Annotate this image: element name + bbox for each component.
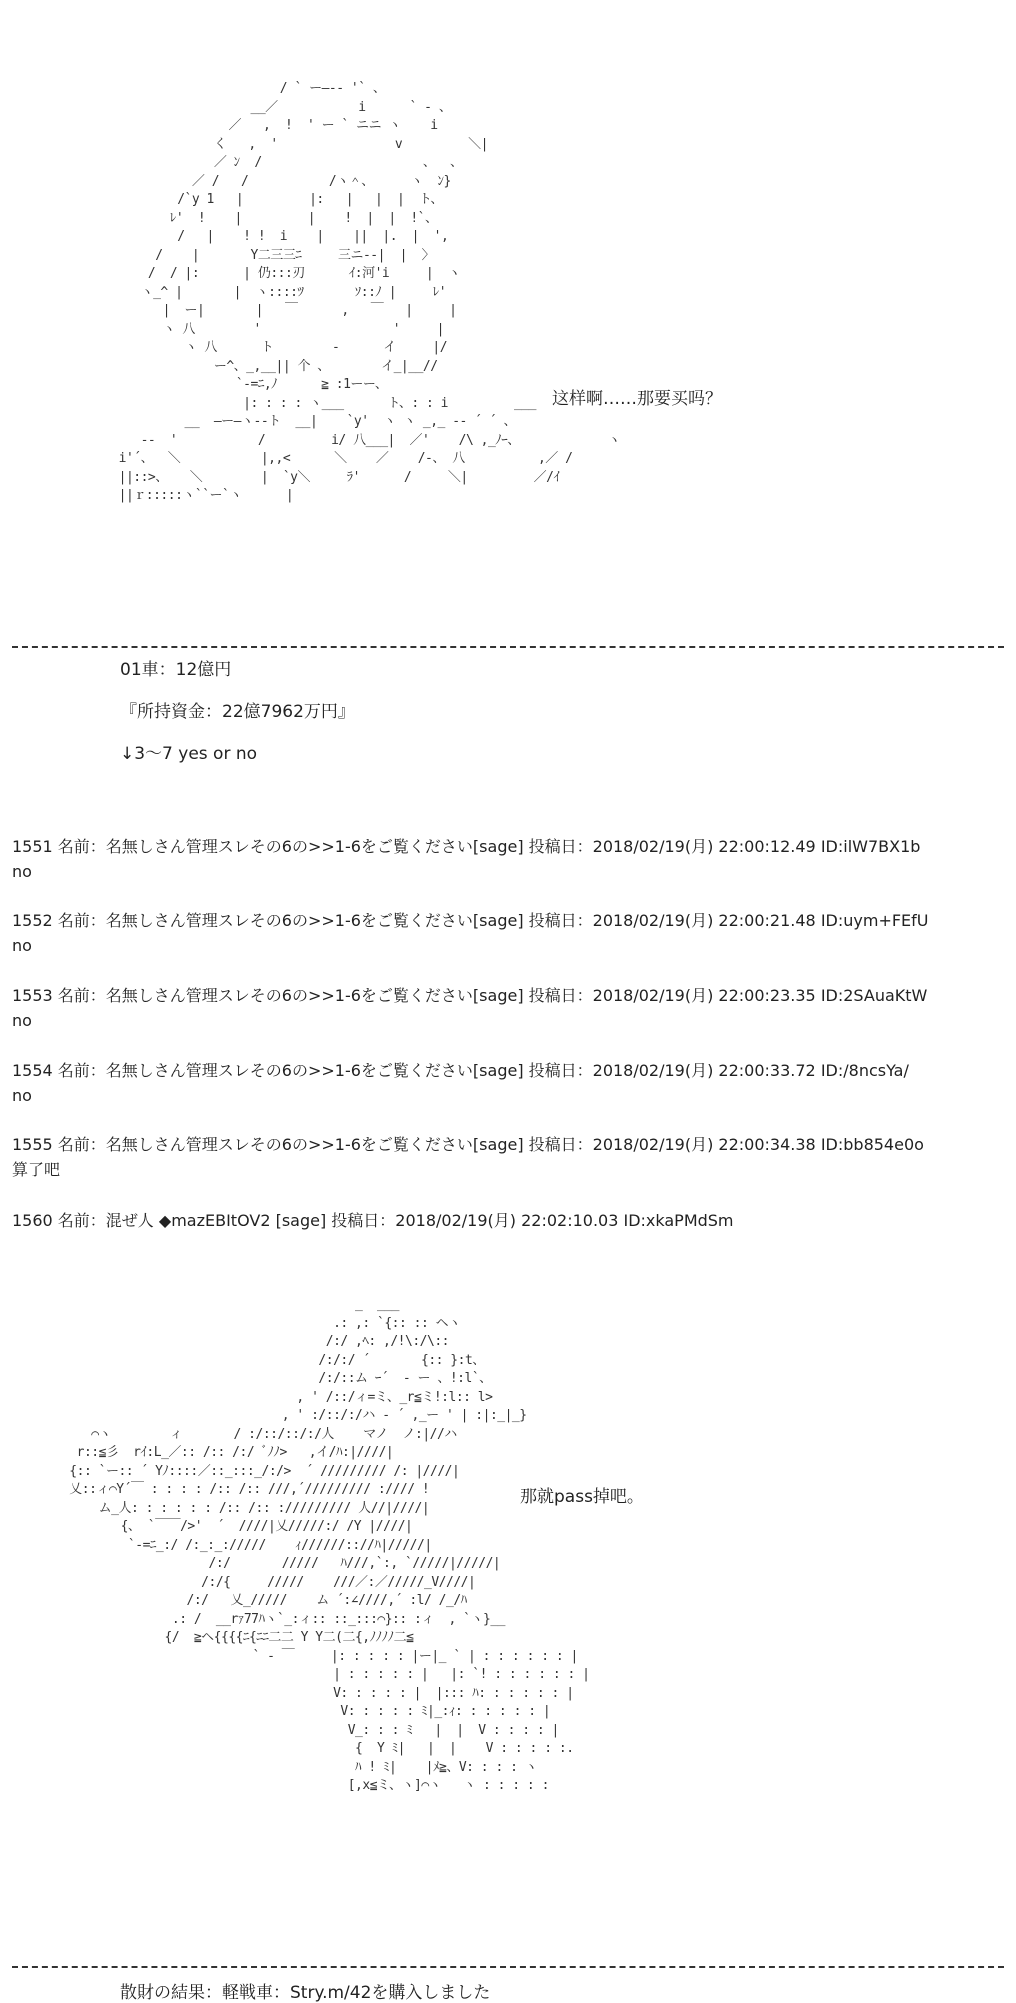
ascii-art-line: {/ ≧ヘ{{{{ﾆ{ﾆﾆ二二 Y Y二(二{,ﾉﾉﾉﾉ二≦ xyxy=(164,1630,414,1645)
ascii-art-line: i'´、 ＼ |,,< ＼ ／ /‐、 八 ,／ / xyxy=(118,451,573,466)
ascii-art-line: ー^、_,__|| 个 、 イ_|__// xyxy=(213,358,438,374)
ascii-art-line: `‐=ﾆ_:/ /:_:_:///// ｨ//////:://ﾊ|/////| xyxy=(127,1537,432,1553)
ascii-art-line: /:/ 乂_///// ム ´:∠////,´ :l/ /_/ﾊ xyxy=(186,1593,467,1608)
art2-caption: 那就pass掉吧。 xyxy=(520,1487,644,1507)
post-header: 1560 名前：混ぜ人 ◆mazEBItOV2 [sage] 投稿日：2018/02/19(月) 22:02:10.03 ID:xkaPMdSm xyxy=(12,1211,734,1230)
ascii-art-line: /`y 1 | |: | | | ト、 xyxy=(177,192,443,207)
ascii-art-line: __／ i ` ‐ 、 xyxy=(250,99,452,115)
vote-line: ↓3〜7 yes or no xyxy=(120,744,258,764)
divider-top xyxy=(12,646,1004,648)
post-body: no xyxy=(12,936,32,955)
post-body: no xyxy=(12,1086,32,1105)
ascii-art-line: | : : : : : | |: `! : : : : : : | xyxy=(333,1667,590,1682)
ascii-art-line: ヽ 八 ' ' | xyxy=(162,321,445,337)
ascii-art-line: { Y ﾐ| | | V : : : : :. xyxy=(355,1741,574,1756)
ascii-art-line: , ' /::/ィ=ミ、_r≦ミ!:l:: l> xyxy=(296,1389,493,1405)
ascii-art-line: ヽ 八 ト - イ |/ xyxy=(184,340,448,355)
ascii-art-character-top xyxy=(60,80,620,506)
ascii-art-line: 乂::ィ⌒Y´￣ : : : : /:: /:: ///,´///////// ://// ! xyxy=(69,1482,430,1497)
post-1554 xyxy=(12,1058,909,1108)
ascii-art-line: `-=ﾆ,ﾉ ≧ :1ーー、 xyxy=(235,377,388,392)
post-body: no xyxy=(12,1011,32,1030)
ascii-art-line: / | Y二三三ﾆ 三ニ-‐| | 〉 xyxy=(155,247,435,263)
ascii-art-line: / | ! ! i | || |. | ', xyxy=(177,229,449,244)
post-1560 xyxy=(12,1208,734,1233)
ascii-art-line: | ー| | ￣ , ￣ | | xyxy=(162,303,457,318)
post-1555 xyxy=(12,1132,924,1182)
ascii-art-line: ||::>、 ＼ | `y＼ ﾗ' / ＼| ／/ｲ xyxy=(118,469,560,485)
ascii-art-line: {、 `￣￣/>' ´ ////|乂/////:/ /Y |////| xyxy=(120,1519,413,1534)
ascii-art-line: .: ,: `{:: :: ヘヽ xyxy=(333,1315,461,1331)
post-header: 1553 名前：名無しさん管理スレその6の>>1-6をご覧ください[sage] 投稿日：2018/02/19(月) 22:00:23.35 ID:2SAuaKtW xyxy=(12,986,928,1005)
ascii-art-line: ⌒ヽ ィ / :/::/::/:/人 マノ ノ:|//ハ xyxy=(91,1426,457,1442)
post-header: 1555 名前：名無しさん管理スレその6の>>1-6をご覧ください[sage] 投稿日：2018/02/19(月) 22:00:34.38 ID:bb854e0o xyxy=(12,1135,924,1154)
ascii-art-line: / ` ー―-‐ '` 、 xyxy=(279,81,386,96)
post-body: no xyxy=(12,862,32,881)
divider-bottom xyxy=(12,1966,1004,1968)
ascii-art-line: ﾚ' ! | | ! | | !`、 xyxy=(169,210,438,226)
funds-line: 『所持資金：22億7962万円』 xyxy=(120,702,355,722)
ascii-art-line: .: / __rｧ77ﾊヽ`_:ィ:: ::_:::⌒}:: :ィ , `ヽ}__ xyxy=(171,1611,505,1627)
post-1551 xyxy=(12,834,920,884)
ascii-art-line: , ' :/::/:/ハ ‐ ´ ,_ー ' | :|:_|_} xyxy=(281,1408,527,1423)
ascii-art-line: ヽ_^ | | ヽ::::ﾂ ｿ::ﾉ | ﾚ' xyxy=(140,284,447,300)
ascii-art-line: __ ―ー―ヽ--ト __| `y' ヽ ヽ _,_ ‐- ´ ´ 、 xyxy=(184,414,516,429)
ascii-art-line: ／ / / /ヽ＾、 ヽ ﾝ} xyxy=(191,173,451,189)
ascii-art-line: /:/ ,ﾍ: ,/!\:/\:: xyxy=(325,1334,449,1349)
ascii-art-line: ム_人: : : : : : /:: /:: :///////// 人//|////| xyxy=(98,1500,430,1516)
post-header: 1554 名前：名無しさん管理スレその6の>>1-6をご覧ください[sage] 投稿日：2018/02/19(月) 22:00:33.72 ID:/8ncsYa/ xyxy=(12,1061,909,1080)
ascii-art-character-bottom xyxy=(40,1296,590,1796)
post-content-block xyxy=(120,658,355,784)
ascii-art-line: /:/::ム ｰ´ ‐ ー 、!:l`、 xyxy=(318,1371,492,1386)
ascii-art-line: / / |: | 仍:::刃 ｲ:河'i | ヽ xyxy=(147,266,461,281)
ascii-art-line: V: : : : : ﾐ|_:ｨ: : : : : : | xyxy=(340,1704,551,1719)
ascii-art-line: /:/ ///// ﾊ///,`:, `/////|/////| xyxy=(208,1556,501,1571)
ascii-art-line: -‐ ' / i/ 八___| ／' /\ ,_ﾉｰ、 ヽ xyxy=(140,432,621,448)
art1-caption: 这样啊……那要买吗？ xyxy=(552,389,722,409)
ascii-art-line: |: : : : ヽ___ ト、: : i ___ xyxy=(243,395,536,411)
ascii-art-line: く , ' v ＼| xyxy=(213,136,488,152)
post-header: 1551 名前：名無しさん管理スレその6の>>1-6をご覧ください[sage] 投稿日：2018/02/19(月) 22:00:12.49 ID:ilW7BX1b xyxy=(12,837,921,856)
ascii-art-line: ` ‐ ￣ |: : : : : |ー|_ ` | : : : : : : | xyxy=(252,1648,578,1664)
purchase-result-line: 散財の結果：軽戦車：Stry.m/42を購入しました xyxy=(120,1983,491,2003)
ascii-art-line: [,x≦ミ、ヽ]⌒ヽ ヽ : : : : : xyxy=(40,1778,549,1793)
ascii-art-line: ﾊ ! ﾐ| |ﾒ≧、V: : : : ヽ xyxy=(355,1759,538,1775)
ascii-art-line: V: : : : : | |::: ﾊ: : : : : : | xyxy=(333,1685,574,1701)
post-body: 算了吧 xyxy=(12,1160,61,1179)
ascii-art-line: /:/{ ///// ///／:／/////_V////| xyxy=(201,1574,476,1590)
ascii-art-line: ／ , ! ' ー ` ニニ ヽ i xyxy=(228,118,438,133)
ascii-art-line: {:: `ー:: ´ Yﾉ::::／::_:::_/:/> ´ ///////// /: |////| xyxy=(69,1463,460,1479)
ascii-art-line: r::≦彡 rｲ:L_／:: /:: /:/ ﾞﾉﾉ> ,イ/ﾊ:|////| xyxy=(76,1445,394,1460)
vehicle-price-line: 01車：12億円 xyxy=(120,660,232,680)
ascii-art-line: _ ___ xyxy=(355,1297,400,1312)
post-1552 xyxy=(12,908,929,958)
ascii-art-line: V_: : : ﾐ | | V : : : : | xyxy=(347,1722,559,1738)
post-1553 xyxy=(12,983,927,1033)
ascii-art-line: ／ ﾝ / 、 、 xyxy=(213,155,463,170)
ascii-art-line: /:/:/ ´ {:: }:t、 xyxy=(318,1352,485,1368)
post-header: 1552 名前：名無しさん管理スレその6の>>1-6をご覧ください[sage] 投稿日：2018/02/19(月) 22:00:21.48 ID:uym+FEfU xyxy=(12,911,929,930)
ascii-art-line: ||ｒ:::::ヽ``ー`ヽ | xyxy=(60,488,294,503)
